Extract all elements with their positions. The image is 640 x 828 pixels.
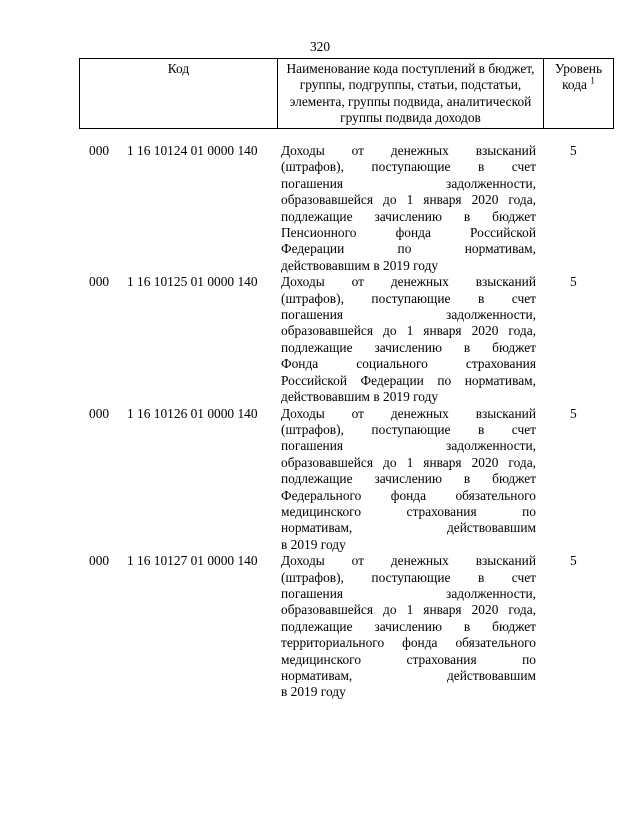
header-code	[80, 59, 278, 129]
description-line: Федерального фонда обязательного	[281, 487, 536, 503]
header-level	[544, 59, 614, 129]
description-line: Доходы от денежных взысканий	[281, 553, 536, 569]
description-line: погашения задолженности,	[281, 585, 536, 601]
row-kbk-code: 1 16 10126 01 0000 140	[127, 405, 258, 421]
row-admin-code: 000	[89, 143, 110, 158]
row-description	[281, 274, 536, 405]
description-line: Доходы от денежных взысканий	[281, 405, 536, 421]
description-line: Доходы от денежных взысканий	[281, 274, 536, 290]
description-line: Пенсионного фонда Российской	[281, 225, 536, 241]
description-line: образовавшейся до 1 января 2020 года,	[281, 192, 536, 208]
description-line: погашения задолженности,	[281, 307, 536, 323]
description-line: в 2019 году	[281, 684, 346, 700]
description-line: Федерации по нормативам,	[281, 241, 536, 257]
table-row	[79, 553, 602, 701]
header-level-footnote: 1	[590, 75, 595, 86]
description-line: подлежащие зачислению в бюджет	[281, 208, 536, 224]
description-line: действовавшим в 2019 году	[281, 257, 439, 273]
description-line: (штрафов), поступающие в счет	[281, 290, 536, 306]
description-line: Доходы от денежных взысканий	[281, 143, 536, 158]
header-name-label: Наименование кода поступлений в бюджет, группы, подгруппы, статьи, подстатьи, элемента, группы подвида, аналитической группы подвида доходов	[286, 61, 535, 126]
description-line: нормативам, действовавшим	[281, 520, 536, 536]
table-row	[79, 274, 602, 405]
description-line: Фонда социального страхования	[281, 356, 536, 372]
description-line: действовавшим в 2019 году	[281, 389, 439, 405]
header-level-label: Уровень кода	[554, 61, 603, 93]
table-row	[79, 406, 602, 554]
description-line: образовавшейся до 1 января 2020 года,	[281, 602, 536, 618]
description-line: территориального фонда обязательного	[281, 635, 536, 651]
description-line: погашения задолженности,	[281, 175, 536, 191]
row-description	[281, 553, 536, 701]
description-line: медицинского страхования по	[281, 651, 536, 667]
row-level: 5	[570, 143, 577, 158]
description-line: (штрафов), поступающие в счет	[281, 569, 536, 585]
header-code-label: Код	[167, 61, 190, 76]
description-line: подлежащие зачислению в бюджет	[281, 618, 536, 634]
row-level: 5	[570, 405, 577, 421]
table-header	[79, 58, 614, 129]
header-name	[278, 59, 544, 129]
description-line: подлежащие зачислению в бюджет	[281, 339, 536, 355]
row-kbk-code: 1 16 10124 01 0000 140	[127, 143, 258, 158]
description-line: образовавшейся до 1 января 2020 года,	[281, 454, 536, 470]
row-description	[281, 406, 536, 554]
page-number: 320	[309, 39, 331, 54]
description-line: погашения задолженности,	[281, 438, 536, 454]
description-line: нормативам, действовавшим	[281, 668, 536, 683]
description-line: образовавшейся до 1 января 2020 года,	[281, 323, 536, 339]
description-line: медицинского страхования по	[281, 503, 536, 519]
row-admin-code: 000	[89, 405, 110, 421]
row-admin-code: 000	[89, 274, 110, 290]
description-line: подлежащие зачислению в бюджет	[281, 471, 536, 487]
row-kbk-code: 1 16 10125 01 0000 140	[127, 274, 258, 290]
row-level: 5	[570, 553, 577, 569]
row-admin-code: 000	[89, 553, 110, 569]
row-description	[281, 143, 536, 274]
description-line: в 2019 году	[281, 536, 346, 552]
description-line: (штрафов), поступающие в счет	[281, 159, 536, 175]
description-line: Российской Федерации по нормативам,	[281, 372, 536, 388]
table-body	[79, 143, 602, 701]
row-kbk-code: 1 16 10127 01 0000 140	[127, 553, 258, 569]
table-row	[79, 143, 602, 274]
description-line: (штрафов), поступающие в счет	[281, 421, 536, 437]
row-level: 5	[570, 274, 577, 290]
